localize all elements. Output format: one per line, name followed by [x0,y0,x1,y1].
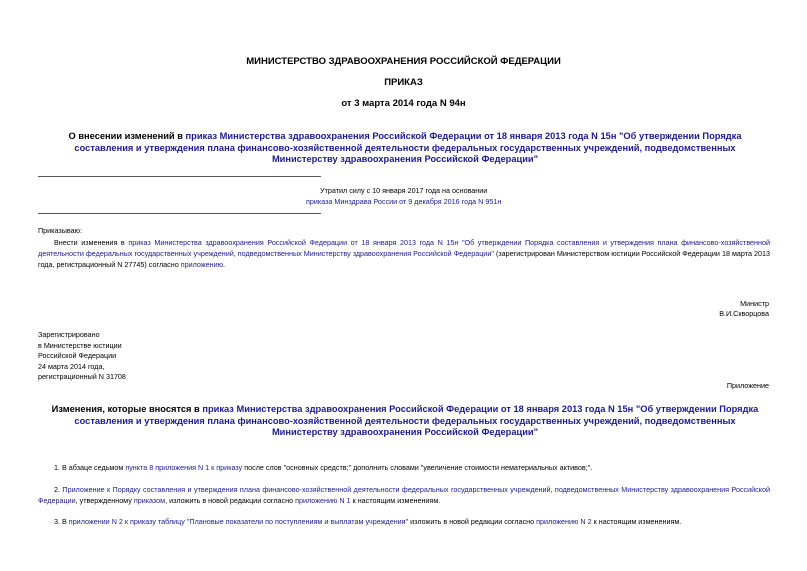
appendix-item-3 [38,516,770,527]
item1-text-a: 1. В абзаце седьмом [54,463,126,472]
status-line: Утратил силу с 10 января 2017 года на основании [320,186,488,195]
main-paragraph [38,237,770,270]
appendix-item-2 [38,484,770,506]
main-prefix: Внести изменения в [54,238,129,247]
item3-text-a: 3. В [54,517,69,526]
ministry-heading: МИНИСТЕРСТВО ЗДРАВООХРАНЕНИЯ РОССИЙСКОЙ ФЕДЕРАЦИИ [246,56,561,67]
main-middle: (зарегистрирован Министерством юстиции Российской Федерации 18 марта 2013 года, регистрационный N 27745) согласно [38,249,771,269]
item2-link[interactable]: Приложение к Порядку составления и утверждения плана финансово-хозяйственной деятельности федеральных государственных учреждений, подведомственных Министерству здравоохранения Российской Федерации [38,485,770,505]
registration-block [38,330,126,383]
appendix-item-1 [38,462,770,473]
orders-label: Приказываю: [38,226,82,235]
appendix-label: Приложение [726,381,769,390]
item2-text-b: , утвержденному [75,496,134,505]
item3-text-c: к настоящим изменениям. [591,517,682,526]
signature-role: Министр [740,299,769,308]
registration-line: 24 марта 2014 года, [38,361,105,371]
doc-type-heading: ПРИКАЗ [384,77,423,88]
appendix-title-prefix: Изменения, которые вносятся в [51,404,203,414]
item3-link[interactable]: приложении N 2 к приказу таблицу "Плановые показатели по поступлениям и выплатам учреждения" [68,517,409,526]
registration-line: в Министерстве юстиции [38,340,122,350]
item1-text-b: после слов "основных средств;" дополнить словами "увеличение стоимости нематериальных активов;". [242,463,593,472]
item2-text-c: , изложить в новой редакции согласно [165,496,296,505]
document-title [45,131,765,166]
divider-bottom [38,213,321,214]
item1-link[interactable]: пункта 8 приложения N 1 к приказу [125,463,243,472]
registration-line: Зарегистрировано [38,330,100,339]
divider-top [38,176,321,177]
main-appendix-link[interactable]: приложению [180,260,223,269]
title-order-link[interactable]: приказ Министерства здравоохранения Российской Федерации от 18 января 2013 года N 15н "Об утверждении Порядка составления и утверждения плана финансово-хозяйственной деятельности федеральных государственных учреждений, подведомственных Министерству здравоохранения Российской Федерации" [74,131,742,164]
status-repeal-link[interactable]: приказа Минздрава России от 9 декабря 2016 года N 951н [306,197,502,206]
signature-name: В.И.Скворцова [719,309,769,318]
main-end: . [222,260,225,269]
title-prefix: О внесении изменений в [68,131,186,141]
main-order-link[interactable]: приказ Министерства здравоохранения Российской Федерации от 18 января 2013 года N 15н "Об утверждении Порядка составления и утверждения плана финансово-хозяйственной деятельности федеральных государственных учреждений, подведомственных Министерству здравоохранения Российской Федерации" [38,238,771,258]
registration-line: регистрационный N 31708 [38,372,126,381]
registration-line: Российской Федерации [38,351,117,360]
appendix-title [45,404,765,439]
item3-appendix-link[interactable]: приложению N 2 [536,517,592,526]
appendix-title-link[interactable]: приказ Министерства здравоохранения Российской Федерации от 18 января 2013 года N 15н "Об утверждении Порядка составления и утверждения плана финансово-хозяйственной деятельности федеральных государственных учреждений, подведомственных Министерству здравоохранения Российской Федерации" [74,404,759,437]
doc-date-number: от 3 марта 2014 года N 94н [341,98,466,109]
item2-text-d: к настоящим изменениям. [350,496,441,505]
item3-text-b: изложить в новой редакции согласно [408,517,537,526]
item2-order-link[interactable]: приказом [133,496,166,505]
item2-appendix-link[interactable]: приложению N 1 [295,496,351,505]
item2-text-a: 2. [54,485,63,494]
